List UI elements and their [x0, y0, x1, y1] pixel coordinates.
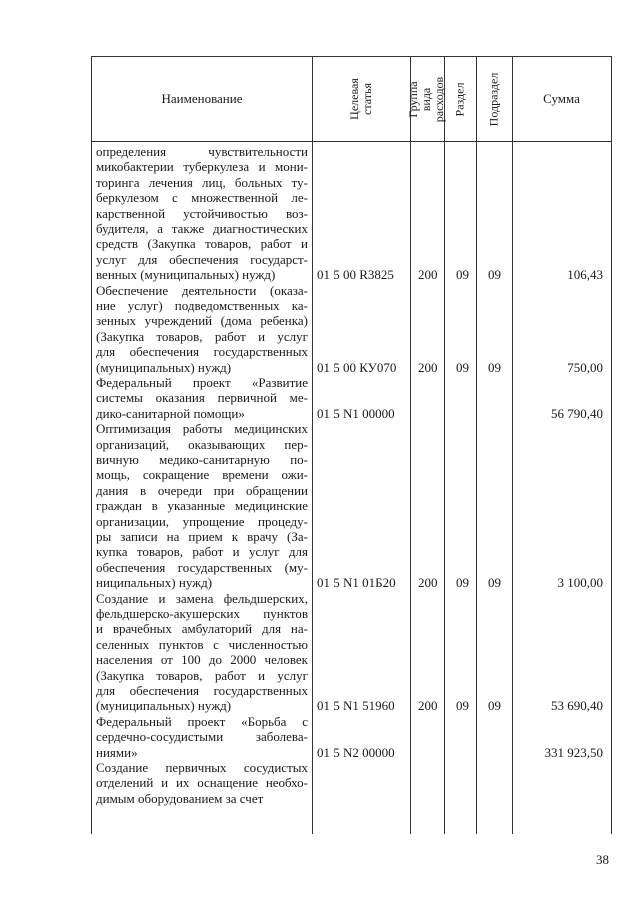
- row-section: 09: [456, 575, 469, 591]
- name-line: ние услуг) подведомственных ка-: [96, 298, 308, 313]
- name-line: определения чувствительности: [96, 144, 308, 159]
- row-code: 01 5 N2 00000: [317, 744, 395, 760]
- row-name: [96, 144, 308, 283]
- name-line: селенных пунктов с численностью: [96, 636, 308, 652]
- table-row: [92, 421, 611, 590]
- name-line: организации, упрощение процеду-: [96, 513, 308, 529]
- row-sum: 56 790,40: [551, 405, 603, 421]
- name-line: карственной устойчивостью воз-: [96, 205, 308, 221]
- header-subsection: Подраздел: [486, 72, 501, 126]
- table-row: [92, 375, 611, 421]
- name-line: беркулезом с множественной ле-: [96, 190, 308, 206]
- row-code: 01 5 N1 51960: [317, 698, 395, 714]
- header-divider: [92, 141, 611, 142]
- name-line: услуг для обеспечения государст-: [96, 251, 308, 267]
- row-code: 01 5 N1 00000: [317, 405, 395, 421]
- name-line: дико-санитарной помощи»: [96, 405, 245, 421]
- name-line: (Закупка товаров, работ и услуг: [96, 328, 308, 344]
- name-line: системы оказания первичной ме-: [96, 390, 308, 406]
- row-subsection: 09: [488, 698, 501, 714]
- row-section: 09: [456, 698, 469, 714]
- name-line: отделений и их оснащение необхо-: [96, 775, 308, 791]
- row-sum: 750,00: [567, 359, 603, 375]
- row-name: [96, 421, 308, 590]
- row-group: 200: [418, 698, 438, 714]
- header-section: Раздел: [452, 82, 467, 116]
- name-line: венных (муниципальных) нужд): [96, 267, 276, 283]
- name-line: и врачебных амбулаторий для на-: [96, 621, 308, 637]
- header-name: Наименование: [161, 91, 243, 106]
- row-section: 09: [456, 359, 469, 375]
- name-line: сердечно-сосудистыми заболева-: [96, 729, 308, 745]
- name-line: ниями»: [96, 744, 138, 760]
- name-line: вичную медико-санитарную по-: [96, 452, 308, 467]
- name-line: купка товаров, работ и услуг для: [96, 544, 308, 560]
- row-subsection: 09: [488, 267, 501, 283]
- name-line: фельдшерско-акушерских пунктов: [96, 606, 308, 621]
- row-sum: 331 923,50: [544, 744, 603, 760]
- name-line: средств (Закупка товаров, работ и: [96, 236, 308, 252]
- name-line: ниципальных) нужд): [96, 575, 213, 591]
- row-name: [96, 714, 308, 760]
- name-line: для обеспечения государственных: [96, 683, 308, 699]
- page-number: 38: [596, 852, 609, 867]
- row-name: [96, 760, 308, 806]
- name-line: Федеральный проект «Борьба с: [96, 713, 308, 729]
- table-row: [92, 760, 611, 806]
- name-line: Оптимизация работы медицинских: [96, 421, 308, 437]
- header-group: Группа вида расходов: [406, 76, 447, 122]
- name-line: микобактерии туберкулеза и мони-: [96, 159, 308, 175]
- name-line: Обеспечение деятельности (оказа-: [96, 282, 308, 298]
- header-sum: Сумма: [543, 91, 580, 106]
- row-group: 200: [418, 575, 438, 591]
- row-subsection: 09: [488, 575, 501, 591]
- row-code: 01 5 00 R3825: [317, 267, 394, 283]
- table-row: [92, 714, 611, 760]
- name-line: (муниципальных) нужд): [96, 698, 232, 714]
- name-line: организаций, оказывающих пер-: [96, 436, 308, 452]
- row-name: [96, 375, 308, 421]
- name-line: будителя, а также диагностических: [96, 221, 308, 237]
- row-group: 200: [418, 267, 438, 283]
- name-line: Создание первичных сосудистых: [96, 760, 308, 775]
- name-line: Федеральный проект «Развитие: [96, 375, 308, 390]
- name-line: торинга лечения лиц, больных ту-: [96, 174, 308, 190]
- name-line: (муниципальных) нужд): [96, 359, 232, 375]
- table-row: [92, 144, 611, 283]
- name-line: дания в очереди при обращении: [96, 482, 308, 498]
- name-line: (Закупка товаров, работ и услуг: [96, 667, 308, 683]
- name-line: Создание и замена фельдшерских,: [96, 590, 308, 606]
- table-row: [92, 591, 611, 714]
- row-section: 09: [456, 267, 469, 283]
- row-sum: 53 690,40: [551, 698, 603, 714]
- name-line: димым оборудованием за счет: [96, 790, 264, 806]
- row-subsection: 09: [488, 359, 501, 375]
- table-row: [92, 283, 611, 375]
- name-line: обеспечения государственных (му-: [96, 559, 308, 575]
- name-line: мощь, сокращение времени ожи-: [96, 467, 308, 483]
- row-group: 200: [418, 359, 438, 375]
- row-code: 01 5 00 КУ070: [317, 359, 397, 375]
- name-line: для обеспечения государственных: [96, 344, 308, 360]
- row-name: [96, 283, 308, 375]
- name-line: ры записи на прием к врачу (За-: [96, 529, 308, 545]
- row-sum: 106,43: [567, 267, 603, 283]
- name-line: граждан в указанные медицинские: [96, 498, 308, 514]
- row-code: 01 5 N1 01Б20: [317, 575, 396, 591]
- header-code: Целевая статья: [347, 78, 374, 120]
- row-sum: 3 100,00: [557, 575, 603, 591]
- name-line: зенных учреждений (дома ребенка): [96, 313, 308, 329]
- budget-table: [91, 56, 612, 834]
- name-line: населения от 100 до 2000 человек: [96, 652, 308, 668]
- row-name: [96, 591, 308, 714]
